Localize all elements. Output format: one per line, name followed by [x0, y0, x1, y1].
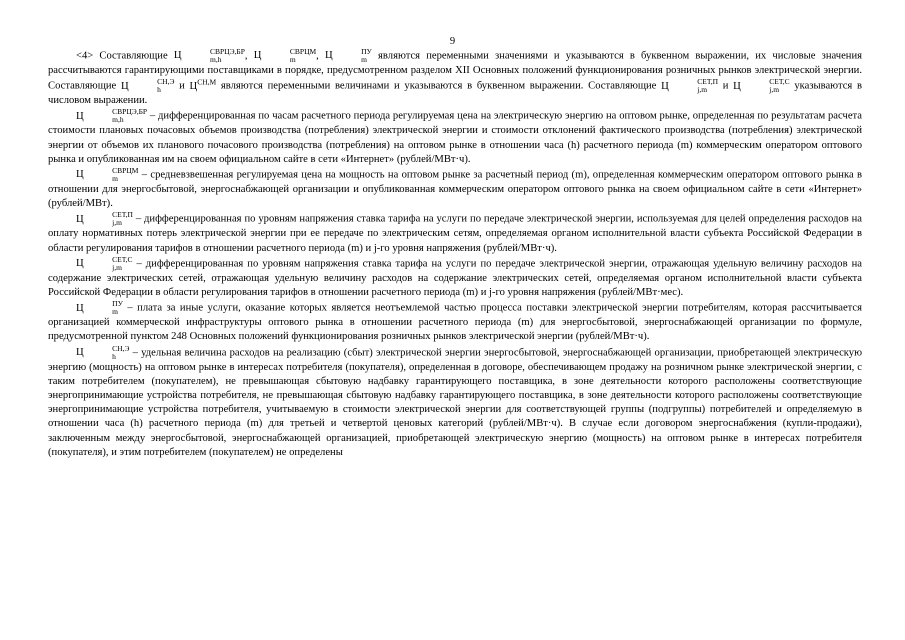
symbol-c-set-p: Ц СЕТ,П j,m — [76, 210, 133, 228]
note-text-2: и — [179, 80, 185, 92]
paragraph-note-4: <4> Составляющие Ц СВРЦЭ,БР m,h , Ц СВРЦМ m , Ц ПУ m являются переменными значениями и указываются в буквенном выражении, их числовые значения рассчитываются гарантирующими поставщиками в порядке, предусмотренном разделом XII Основных положений функционирования розничных рынков электрической энергии. Составляющие Ц СН,Э h и $Ц^{СН,М}$ являются переменными величинами и указываются в буквенном выражении. Составляющие Ц СЕТ,П j,m и Ц СЕТ,С j,m указываются в числовом выражении. — [48, 47, 863, 107]
note-text-4: и — [722, 80, 729, 92]
symbol-c-pu: Ц ПУ m — [76, 299, 123, 317]
definition-svrcm — [48, 167, 862, 211]
definition-set-p — [48, 211, 862, 255]
definition-text: – средневзвешенная регулируемая цена на мощность на оптовом рынке за расчетный период (m), определенная коммерческим оператором оптового рынка в отношении для энергосбытовой, энергоснабжающей организации и опубликованная коммерческим оператором оптового рынка на своем официальном сайте в сети «Интернет» (рублей/МВт). — [48, 169, 862, 210]
symbol-c-set-p: Ц СЕТ,П j,m — [661, 77, 718, 95]
definition-svrce-br — [48, 108, 862, 167]
definition-text: – дифференцированная по уровням напряжения ставка тарифа на услуги по передаче электрической энергии, отражающая удельную величину расходов на содержание электрических сетей, отражающая удельную величину расходов на содержание электрических сетей, определяемая органом исполнительной власти субъекта Российской Федерации в области регулирования тарифов в отношении расчетного периода (m) и j-го уровня напряжения (рублей/МВт·мес). — [48, 258, 862, 299]
symbol-c-set-c: Ц СЕТ,С j,m — [733, 77, 790, 95]
symbol-c-sn-e: Ц СН,Э h — [76, 343, 130, 361]
definition-text: – плата за иные услуги, оказание которых является неотъемлемой частью процесса поставки электрической энергии потребителям, которая рассчитывается организацией коммерческой инфраструктуры оптового рынка в отношении расчетного периода (m) для энергосбытовой, энергоснабжающей организации по формуле, предусмотренной пунктом 248 Основных положений функционирования розничных рынков электрической энергии (рублей/МВт·ч). — [48, 302, 862, 343]
definition-text: – дифференцированная по часам расчетного периода регулируемая цена на электрическую энергию на оптовом рынке, определенная по результатам расчета стоимости плановых почасовых объемов производства (потребления) электрической энергии и стоимости отклонений фактического производства (потребления) электрической энергии от объемов их планового почасового производства (потребления) на оптовом рынке в отношении часа (h) расчетного периода (m) коммерческим оператором оптового рынка и опубликованная им на своем официальном сайте в сети «Интернет» (рублей/МВт·ч). — [48, 110, 862, 165]
symbol-c-svrce-br: Ц СВРЦЭ,БР m,h — [76, 107, 148, 125]
definition-sn-e — [48, 345, 862, 460]
document-body — [48, 48, 862, 460]
note-lead: <4> Составляющие — [76, 50, 168, 62]
symbol-c-set-c: Ц СЕТ,С j,m — [76, 254, 133, 272]
symbol-c-svrcm: Ц СВРЦМ m — [76, 166, 139, 184]
definition-set-c — [48, 256, 862, 300]
page-number: 9 — [449, 36, 456, 47]
definition-pu — [48, 300, 862, 344]
symbol-c-sn-m: $Ц^{СН,М}$ — [189, 77, 217, 92]
definition-text: – дифференцированная по уровням напряжения ставка тарифа на услуги по передаче электрической энергии, используемая для целей определения расходов на оплату нормативных потерь электрической энергии при ее передаче по электрическим сетям, определяемая органом исполнительной власти субъекта Российской Федерации в области регулирования тарифов в отношении расчетного периода (m) и j-го уровня напряжения (рублей/МВт·ч). — [48, 213, 862, 254]
note-text-1: являются переменными значениями и указываются в буквенном выражении, их числовые значения рассчитываются гарантирующими поставщиками в порядке, предусмотренном разделом XII Основных положений функционирования розничных рынков электрической энергии. Составляющие — [48, 50, 863, 92]
symbol-c-svrce-br: Ц СВРЦЭ,БР m,h — [173, 47, 245, 64]
symbol-c-svrcm: Ц СВРЦМ m — [253, 47, 317, 64]
definition-text: – удельная величина расходов на реализацию (сбыт) электрической энергии энергосбытовой, энергоснабжающей организации, приобретающей электрическую энергию (мощность) на оптовом рынке в интересах потребителя (покупателя), определенная в договоре, обеспечивающем продажу на розничном рынке электрической энергии, с таким потребителем (покупателем), не превышающая сбытовую надбавку гарантирующего поставщика, в зоне деятельности которого расположены соответствующие энергопринимающие устройства потребителя, не превышающая сбытовую надбавку гарантирующего поставщика, в зоне деятельности которого расположены соответствующие энергопринимающие устройства потребителя, учитываемую в стоимости электрической энергии для соответствующей группы (подгруппы) потребителей и определяемую в отношении часа (h) расчетного периода (m) для третьей и четвертой ценовых категорий (рублей/МВт·ч). В случае если договором энергоснабжения (купли-продажи), заключенным между энергосбытовой, энергоснабжающей организацией, приобретающей электрическую энергию (мощность) на оптовом рынке в интересах потребителя (покупателя), и этим потребителем (покупателем) не определены — [48, 347, 862, 458]
symbol-c-sn-e: Ц СН,Э h — [121, 77, 175, 95]
symbol-c-pu: Ц ПУ m — [324, 47, 372, 64]
note-text-3: являются переменными величинами и указываются в буквенном выражении. Составляющие — [220, 80, 657, 92]
note-text-5: указываются в числовом выражении. — [48, 80, 863, 107]
